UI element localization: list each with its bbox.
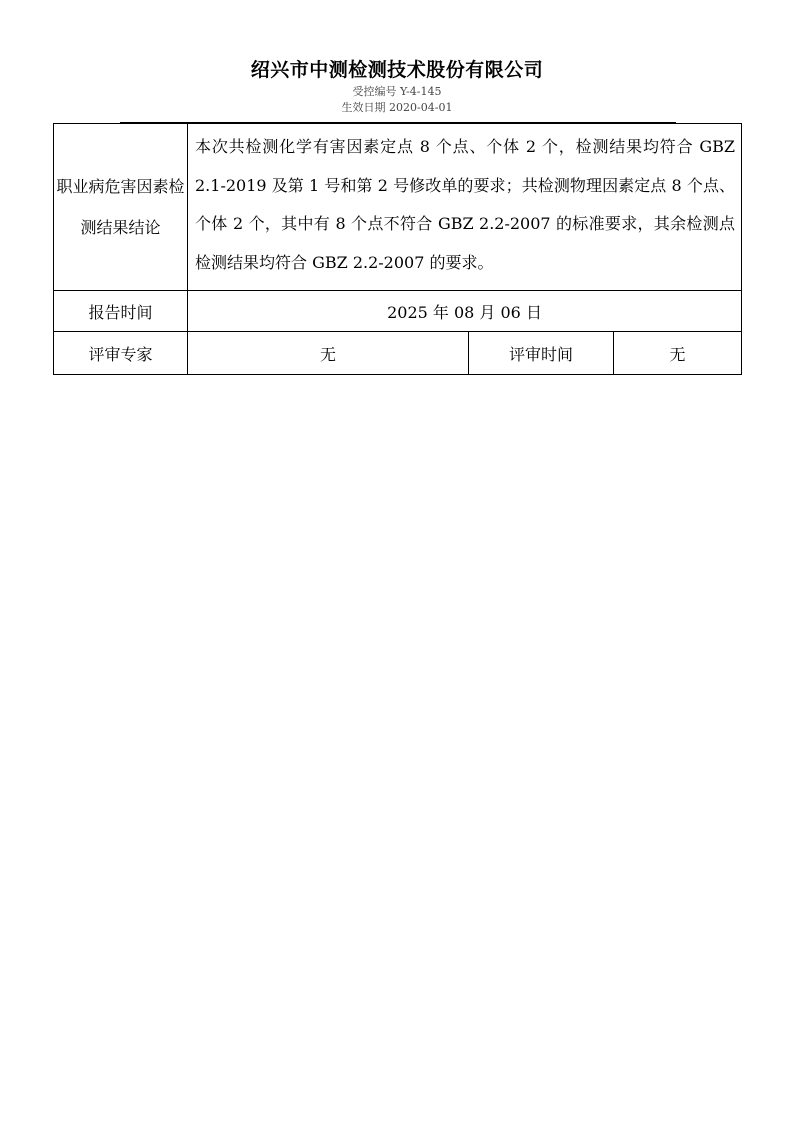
reviewer-value-cell xyxy=(188,332,469,375)
document-header xyxy=(0,56,794,116)
review-time-value-cell xyxy=(614,332,742,375)
conclusion-text-cell xyxy=(188,124,742,291)
review-time-label: 评审时间 xyxy=(508,344,573,364)
conclusion-label: 职业病危害因素检测结果结论 xyxy=(56,177,185,237)
conclusion-row xyxy=(54,124,742,291)
report-time-value-cell xyxy=(188,291,742,332)
report-table xyxy=(53,123,742,375)
reviewer-label-cell xyxy=(54,332,188,375)
effective-date: 生效日期 2020-04-01 xyxy=(341,101,453,114)
reviewer-value: 无 xyxy=(319,344,336,364)
review-time-label-cell xyxy=(469,332,614,375)
report-time-value: 2025 年 08 月 06 日 xyxy=(387,302,542,322)
report-time-row xyxy=(54,291,742,332)
conclusion-label-cell xyxy=(54,124,188,291)
review-row xyxy=(54,332,742,375)
company-name: 绍兴市中测检测技术股份有限公司 xyxy=(250,59,544,81)
control-number: 受控编号 Y-4-145 xyxy=(352,85,442,98)
conclusion-text: 本次共检测化学有害因素定点 8 个点、个体 2 个，检测结果均符合 GBZ 2.1-2019 及第 1 号和第 2 号修改单的要求；共检测物理因素定点 8 个点、个体 2 个，其中有 8 个点不符合 GBZ 2.2-2007 的标准要求，其余检测点检测结果均符合 GBZ 2.2-2007 的要求。 xyxy=(195,137,736,272)
report-time-label-cell xyxy=(54,291,188,332)
report-time-label: 报告时间 xyxy=(88,302,153,322)
reviewer-label: 评审专家 xyxy=(88,344,153,364)
review-time-value: 无 xyxy=(669,344,686,364)
